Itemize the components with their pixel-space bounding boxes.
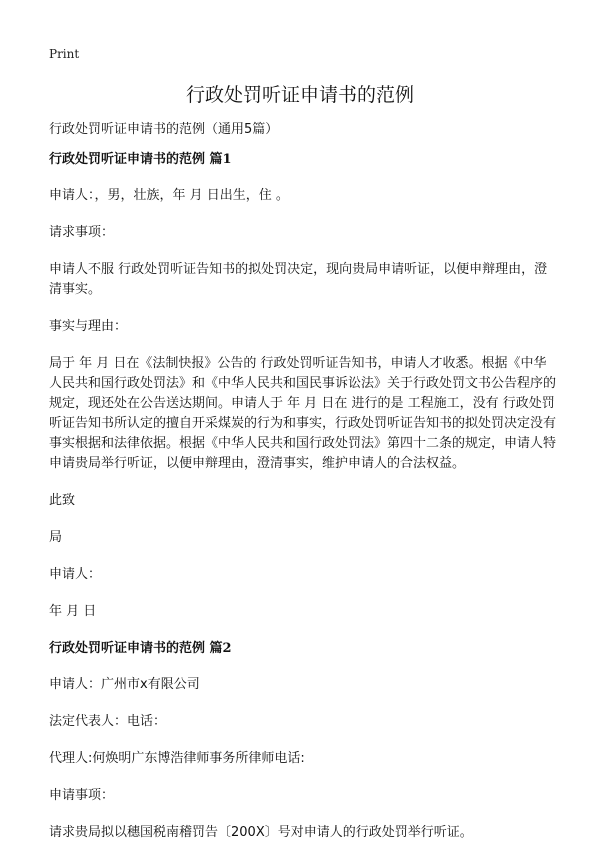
- section2-legal-rep: 法定代表人：电话：: [49, 714, 167, 729]
- section1-date: 年 月 日: [49, 604, 97, 619]
- section1-request-text: 申请人不服 行政处罚听证告知书的拟处罚决定，现向贵局申请听证，以便申辩理由，澄清事实。: [49, 262, 548, 297]
- section1-heading: 行政处罚听证申请书的范例 篇1: [49, 152, 232, 167]
- page-title: 行政处罚听证申请书的范例: [185, 84, 414, 106]
- print-label[interactable]: Print: [49, 47, 80, 61]
- section1-facts-label: 事实与理由：: [49, 319, 128, 334]
- section2-request-label: 申请事项：: [49, 788, 115, 803]
- section1-facts-text: 局于 年 月 日在《法制快报》公告的 行政处罚听证告知书，申请人才收悉。根据《中华人民共和国行政处罚法》和《中华人民共和国民事诉讼法》关于行政处罚文书公告程序的规定，现还处在公告送达期间。申请人于 年 月 日在 进行的是 工程施工，没有 行政处罚听证告知书所认定的擅自开采煤炭的行为和事实，行政处罚听证告知书的拟处罚决定没有事实根据和法律依据。根据《中华人民共和国行政处罚法》第四十二条的规定，申请人特申请贵局举行听证，以便申辩理由，澄清事实，维护申请人的合法权益。: [49, 356, 557, 471]
- section2-request-text: 请求贵局拟以穗国税南稽罚告〔200X〕号对申请人的行政处罚举行听证。: [49, 825, 473, 840]
- section1-signature: 申请人：: [49, 567, 102, 582]
- document-subtitle: 行政处罚听证申请书的范例（通用5篇）: [49, 122, 279, 137]
- section2-heading: 行政处罚听证申请书的范例 篇2: [49, 641, 232, 656]
- section2-agent: 代理人:何焕明广东博浩律师事务所律师电话:: [49, 751, 305, 766]
- section1-recipient: 局: [49, 530, 63, 545]
- section1-closing: 此致: [49, 493, 76, 508]
- section1-applicant: 申请人：，男，壮族，年 月 日出生，住 。: [49, 188, 289, 203]
- document-body: [49, 120, 559, 860]
- section1-request-label: 请求事项：: [49, 225, 115, 240]
- section2-applicant: 申请人：广州市x有限公司: [49, 677, 200, 692]
